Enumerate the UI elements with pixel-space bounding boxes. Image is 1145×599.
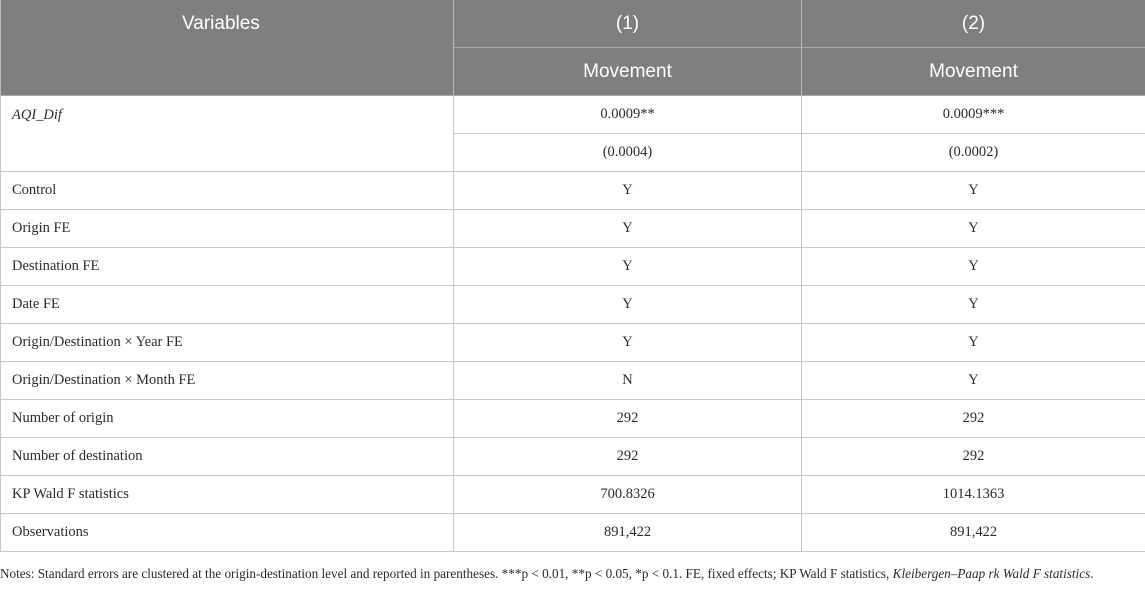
table-notes xyxy=(0,564,1140,584)
cell-aqi-coef-1: 0.0009** xyxy=(454,96,802,134)
row-label: Number of destination xyxy=(1,438,454,476)
cell-col1: Y xyxy=(454,324,802,362)
header-col2-dependent: Movement xyxy=(802,48,1145,96)
notes-italic-term: Kleibergen–Paap rk Wald F statistics xyxy=(892,566,1091,581)
cell-col1: Y xyxy=(454,248,802,286)
header-col1-number: (1) xyxy=(454,0,802,48)
cell-col2: Y xyxy=(802,324,1145,362)
notes-text: Notes: Standard errors are clustered at the origin-destination level and reported in parentheses. ***p < 0.01, **p < 0.05, *p < 0.1. FE, fixed effects; KP Wald F statistics, xyxy=(0,566,893,581)
header-row-numbers xyxy=(1,0,1145,48)
row-label: Observations xyxy=(1,514,454,552)
cell-col2: Y xyxy=(802,362,1145,400)
table-row xyxy=(1,476,1145,514)
cell-aqi-se-1: (0.0004) xyxy=(454,134,802,172)
row-label: Origin/Destination × Month FE xyxy=(1,362,454,400)
table-row xyxy=(1,438,1145,476)
cell-col2: 891,422 xyxy=(802,514,1145,552)
table-row xyxy=(1,324,1145,362)
cell-col2: 292 xyxy=(802,400,1145,438)
table-row xyxy=(1,210,1145,248)
table-row xyxy=(1,172,1145,210)
table-row xyxy=(1,514,1145,552)
table-header xyxy=(1,0,1145,96)
table-row xyxy=(1,400,1145,438)
row-label: Destination FE xyxy=(1,248,454,286)
row-label-aqi-dif: AQI_Dif xyxy=(1,96,454,172)
table-row xyxy=(1,362,1145,400)
header-variables: Variables xyxy=(1,0,454,96)
cell-col2: Y xyxy=(802,172,1145,210)
cell-col2: Y xyxy=(802,210,1145,248)
cell-col1: Y xyxy=(454,172,802,210)
row-label: KP Wald F statistics xyxy=(1,476,454,514)
cell-aqi-coef-2: 0.0009*** xyxy=(802,96,1145,134)
cell-col2: Y xyxy=(802,286,1145,324)
cell-col2: 292 xyxy=(802,438,1145,476)
cell-col1: 700.8326 xyxy=(454,476,802,514)
table-row xyxy=(1,286,1145,324)
row-label: Origin/Destination × Year FE xyxy=(1,324,454,362)
cell-col1: 891,422 xyxy=(454,514,802,552)
cell-col1: 292 xyxy=(454,400,802,438)
table-row-aqi-coef xyxy=(1,96,1145,134)
cell-col1: Y xyxy=(454,286,802,324)
cell-col2: 1014.1363 xyxy=(802,476,1145,514)
row-label: Number of origin xyxy=(1,400,454,438)
header-col1-dependent: Movement xyxy=(454,48,802,96)
table-row xyxy=(1,248,1145,286)
cell-col2: Y xyxy=(802,248,1145,286)
header-col2-number: (2) xyxy=(802,0,1145,48)
cell-col1: Y xyxy=(454,210,802,248)
table-body xyxy=(1,96,1145,552)
row-label: Date FE xyxy=(1,286,454,324)
cell-col1: 292 xyxy=(454,438,802,476)
notes-end: . xyxy=(1090,566,1094,581)
cell-col1: N xyxy=(454,362,802,400)
row-label: Control xyxy=(1,172,454,210)
row-label: Origin FE xyxy=(1,210,454,248)
cell-aqi-se-2: (0.0002) xyxy=(802,134,1145,172)
